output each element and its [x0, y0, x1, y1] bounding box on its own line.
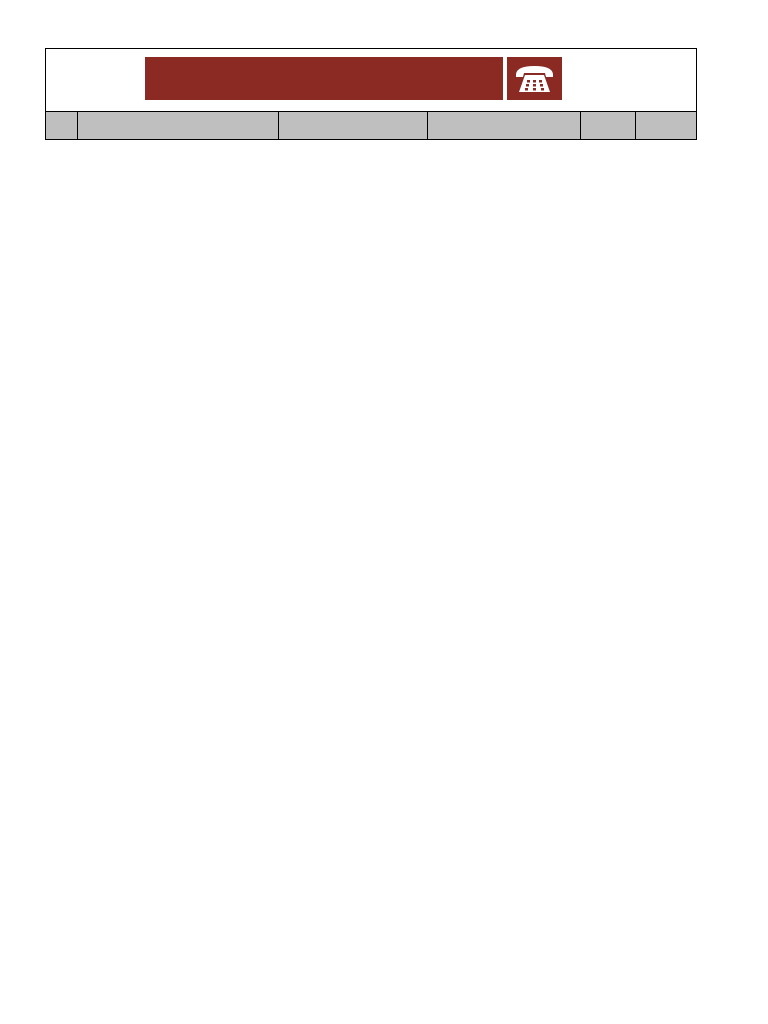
col-header-mail [427, 112, 580, 140]
col-header-agencia [635, 112, 696, 140]
page-title [145, 57, 503, 100]
col-header-item [46, 112, 78, 140]
header-row [46, 112, 697, 140]
col-header-cargo [279, 112, 427, 140]
col-header-cel [580, 112, 635, 140]
telephone-icon [507, 57, 562, 100]
col-header-name [78, 112, 279, 140]
sheet-header [45, 48, 697, 140]
header-table [45, 111, 697, 140]
title-box [45, 48, 697, 111]
